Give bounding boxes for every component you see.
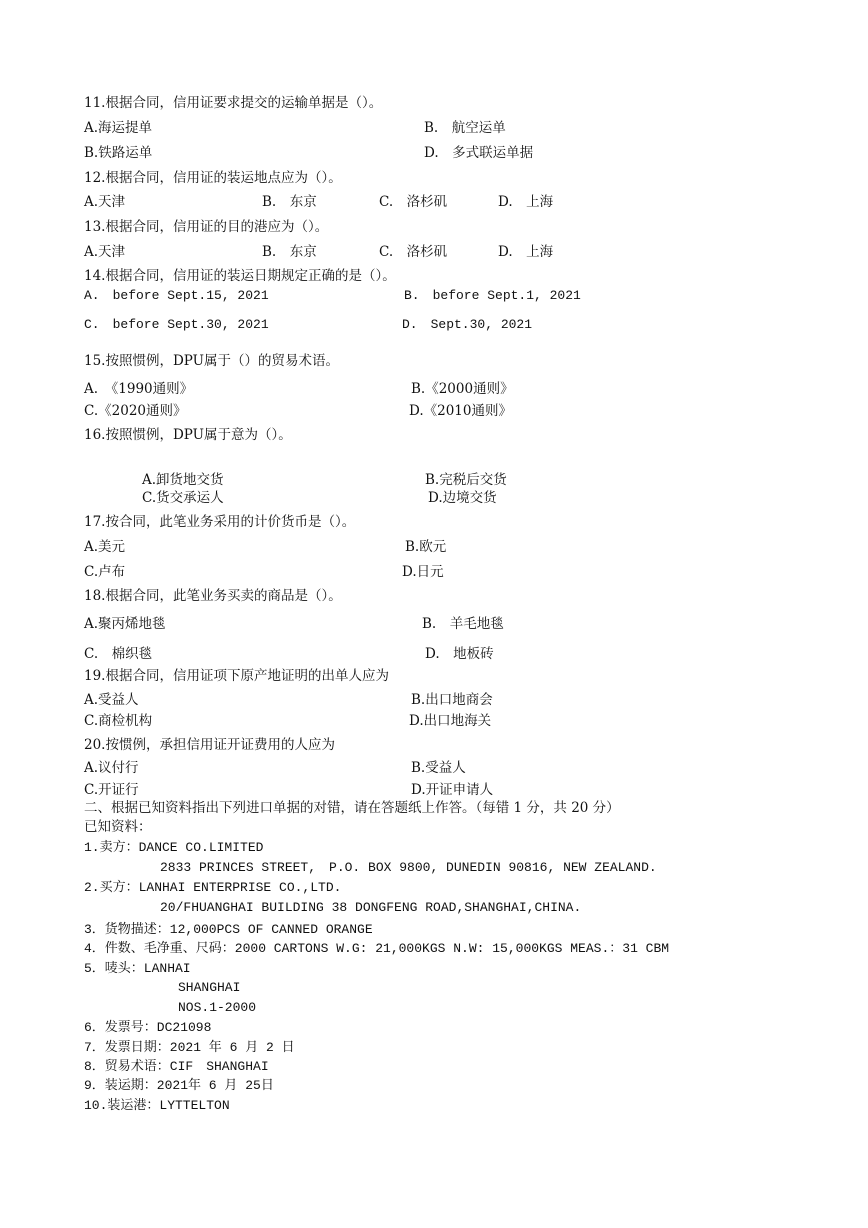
info-invoice-date: 7．发票日期：2021 年 6 月 2 日 [84,1040,295,1055]
question-11-option-d: D. 多式联运单据 [424,145,534,161]
section2-heading: 二、根据已知资料指出下列进口单据的对错，请在答题纸上作答。（每错 1 分，共 20 分） [84,800,620,816]
question-14-option-a: A. before Sept.15, 2021 [84,288,269,303]
question-16-option-c: C.货交承运人 [142,490,224,506]
info-marks-line2: SHANGHAI [178,980,241,995]
question-20-option-b: B.受益人 [411,760,466,776]
question-13-stem: 13.根据合同，信用证的目的港应为（）。 [84,219,329,235]
info-seller: 1.卖方：DANCE CO.LIMITED [84,840,264,855]
question-15-option-b: B.《2000通则》 [411,381,514,397]
question-17-option-b: B.欧元 [405,539,447,555]
info-goods-description: 3．货物描述：12,000PCS OF CANNED ORANGE [84,922,373,937]
question-11-option-c: B.铁路运单 [84,145,153,161]
info-shipment-date: 9．装运期：2021年 6 月 25日 [84,1078,274,1093]
question-19-option-b: B.出口地商会 [411,692,493,708]
question-17-option-d: D.日元 [402,564,444,580]
question-12-option-a: A.天津 [84,194,126,210]
question-14-option-d: D. Sept.30, 2021 [402,317,533,332]
question-12-option-c: C. 洛杉矶 [379,194,448,210]
question-14-stem: 14.根据合同，信用证的装运日期规定正确的是（）。 [84,268,396,284]
info-marks-line3: NOS.1-2000 [178,1000,257,1015]
info-seller-address: 2833 PRINCES STREET, P.O. BOX 9800, DUNEDIN 90816, NEW ZEALAND. [160,860,657,875]
question-13-option-b: B. 东京 [262,244,317,260]
question-20-option-c: C.开证行 [84,782,139,798]
info-buyer-address: 20/FHUANGHAI BUILDING 38 DONGFENG ROAD,SHANGHAI,CHINA. [160,900,582,915]
question-15-option-a: A. 《1990通则》 [84,381,194,397]
info-marks: 5．唛头：LANHAI [84,961,191,976]
question-15-option-d: D.《2010通则》 [409,403,512,419]
question-11-option-b: B. 航空运单 [424,120,506,136]
question-18-option-d: D. 地板砖 [425,646,494,662]
question-12-option-b: B. 东京 [262,194,317,210]
question-19-stem: 19.根据合同，信用证项下原产地证明的出单人应为 [84,668,389,684]
question-20-stem: 20.按惯例，承担信用证开证费用的人应为 [84,737,335,753]
question-12-stem: 12.根据合同，信用证的装运地点应为（）。 [84,170,342,186]
question-16-option-b: B.完税后交货 [425,472,507,488]
info-trade-term: 8．贸易术语：CIF SHANGHAI [84,1059,269,1074]
question-16-option-d: D.边境交货 [428,490,497,506]
question-14-option-b: B. before Sept.1, 2021 [404,288,581,303]
info-packages-weight: 4．件数、毛净重、尺码：2000 CARTONS W.G: 21,000KGS N.W: 15,000KGS MEAS.：31 CBM [84,941,670,956]
question-14-option-c: C. before Sept.30, 2021 [84,317,269,332]
question-13-option-a: A.天津 [84,244,126,260]
question-17-option-a: A.美元 [84,539,126,555]
question-18-option-b: B. 羊毛地毯 [422,616,504,632]
question-18-option-a: A.聚丙烯地毯 [84,616,166,632]
info-buyer: 2.买方：LANHAI ENTERPRISE CO.,LTD. [84,880,342,895]
question-15-option-c: C.《2020通则》 [84,403,187,419]
info-loading-port: 10.装运港：LYTTELTON [84,1098,230,1113]
question-18-option-c: C. 棉织毯 [84,646,153,662]
question-20-option-a: A.议付行 [84,760,139,776]
question-11-stem: 11.根据合同，信用证要求提交的运输单据是（）。 [84,95,383,111]
question-15-stem: 15.按照惯例，DPU属于（）的贸易术语。 [84,353,340,369]
question-12-option-d: D. 上海 [498,194,554,210]
question-19-option-a: A.受益人 [84,692,139,708]
question-17-option-c: C.卢布 [84,564,126,580]
question-11-option-a: A.海运提单 [84,120,153,136]
question-19-option-d: D.出口地海关 [409,713,492,729]
question-13-option-d: D. 上海 [498,244,554,260]
question-13-option-c: C. 洛杉矶 [379,244,448,260]
question-16-option-a: A.卸货地交货 [142,472,224,488]
section2-known-label: 已知资料： [84,819,152,835]
question-18-stem: 18.根据合同，此笔业务买卖的商品是（）。 [84,588,342,604]
question-16-stem: 16.按照惯例，DPU属于意为（）。 [84,427,292,443]
question-20-option-d: D.开证申请人 [411,782,494,798]
question-17-stem: 17.按合同，此笔业务采用的计价货币是（）。 [84,514,356,530]
question-19-option-c: C.商检机构 [84,713,153,729]
info-invoice-number: 6．发票号：DC21098 [84,1020,212,1035]
